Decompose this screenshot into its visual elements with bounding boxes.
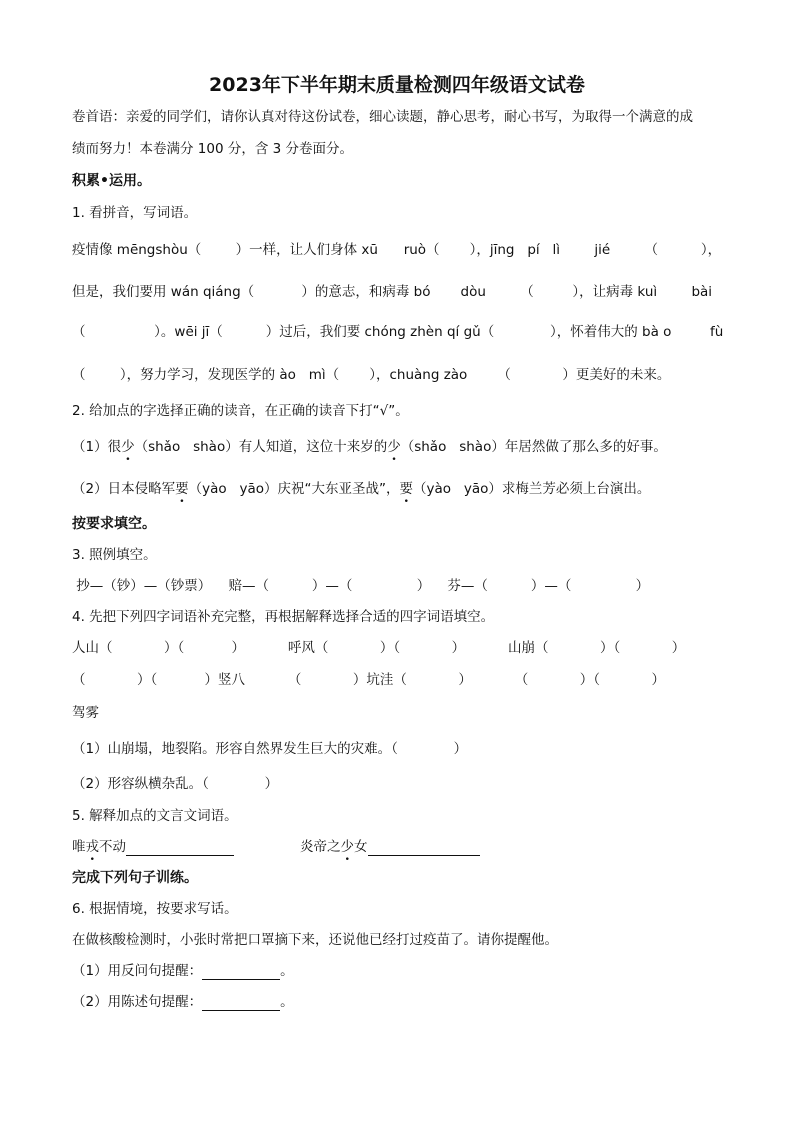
q3-line: 抄—（钞）—（钞票） 赔—（ ）—（ ） 芬—（ ）—（ ） (72, 578, 650, 594)
q2-item1-text-a: （1）很 (72, 439, 122, 455)
intro-line-2: 绩而努力！本卷满分 100 分，含 3 分卷面分。 (72, 141, 354, 157)
dotted-char: 少 (387, 439, 401, 455)
dotted-char: 少 (121, 439, 135, 455)
q1-stem: 1. 看拼音，写词语。 (72, 205, 198, 221)
answer-blank[interactable] (126, 841, 234, 856)
dotted-char: 要 (175, 481, 189, 497)
q6-item1-label: （1）用反问句提醒： (72, 963, 203, 979)
q5-b-post: 女 (354, 839, 368, 855)
q2-item1-text-b: （shǎo shào）有人知道，这位十来岁的 (134, 439, 388, 455)
q2-item1-text-c: （shǎo shào）年居然做了那么多的好事。 (400, 439, 667, 455)
intro-line-1: 卷首语：亲爱的同学们，请你认真对待这份试卷，细心读题，静心思考，耐心书写，为取得一个满意的成 (72, 109, 693, 125)
q5-stem: 5. 解释加点的文言文词语。 (72, 808, 238, 824)
dotted-char: 少 (340, 839, 354, 855)
q1-line-4: （ ），努力学习，发现医学的 ào mì（ ），chuàng zào （ ）更美好的未来。 (72, 367, 671, 383)
q1-line-3: （ ）。wēi jī（ ）过后，我们要 chóng zhèn qí gǔ（ ），怀着伟大的 bà o fù (72, 324, 724, 340)
q6-item2-label: （2）用陈述句提醒： (72, 994, 203, 1010)
q4-item-1: （1）山崩塌，地裂陷。形容自然界发生巨大的灾难。（ ） (72, 741, 468, 757)
q5-a-post: 不动 (99, 839, 126, 855)
q2-item2-text-a: （2）日本侵略军 (72, 481, 176, 497)
q4-stem: 4. 先把下列四字词语补充完整，再根据解释选择合适的四字词语填空。 (72, 609, 495, 625)
q6-item-2 (72, 993, 294, 1011)
q6-item-1 (72, 962, 294, 980)
answer-blank[interactable] (202, 965, 280, 980)
period: 。 (280, 994, 294, 1010)
section-heading-sentence: 完成下列句子训练。 (72, 870, 198, 886)
q3-stem: 3. 照例填空。 (72, 547, 157, 563)
q2-item2-text-b: （yào yāo）庆祝“大东亚圣战”， (188, 481, 400, 497)
q4-row-1: 人山（ ）（ ） 呼风（ ）（ ） 山崩（ ）（ ） (72, 640, 686, 656)
dotted-char: 戎 (85, 839, 99, 855)
answer-blank[interactable] (202, 996, 280, 1011)
period: 。 (280, 963, 294, 979)
dotted-char: 要 (399, 481, 413, 497)
q2-item-1 (72, 438, 667, 456)
q5-a-pre: 唯 (72, 839, 86, 855)
q5-line (72, 838, 480, 856)
q4-item-2: （2）形容纵横杂乱。（ ） (72, 776, 279, 792)
q1-line-1: 疫情像 mēngshòu（ ）一样，让人们身体 xū ruò（ ），jīng pí lì jié （ ）， (72, 242, 722, 258)
page-title: 2023年下半年期末质量检测四年级语文试卷 (209, 74, 585, 96)
q5-b-pre: 炎帝之 (300, 839, 341, 855)
answer-blank[interactable] (368, 841, 480, 856)
q4-row-3: 驾雾 (72, 705, 99, 721)
q6-stem: 6. 根据情境，按要求写话。 (72, 901, 238, 917)
q2-item2-text-c: （yào yāo）求梅兰芳必须上台演出。 (413, 481, 651, 497)
q2-stem: 2. 给加点的字选择正确的读音，在正确的读音下打“√”。 (72, 403, 409, 419)
q4-row-2: （ ）（ ）竖八 （ ）坑洼（ ） （ ）（ ） (72, 672, 666, 688)
section-heading-accumulate: 积累•运用。 (72, 173, 151, 189)
section-heading-fill: 按要求填空。 (72, 516, 156, 532)
q2-item-2 (72, 480, 650, 498)
q1-line-2: 但是，我们要用 wán qiáng（ ）的意志，和病毒 bó dòu （ ），让病毒 kuì bài (72, 284, 713, 300)
q6-context: 在做核酸检测时，小张时常把口罩摘下来，还说他已经打过疫苗了。请你提醒他。 (72, 932, 558, 948)
